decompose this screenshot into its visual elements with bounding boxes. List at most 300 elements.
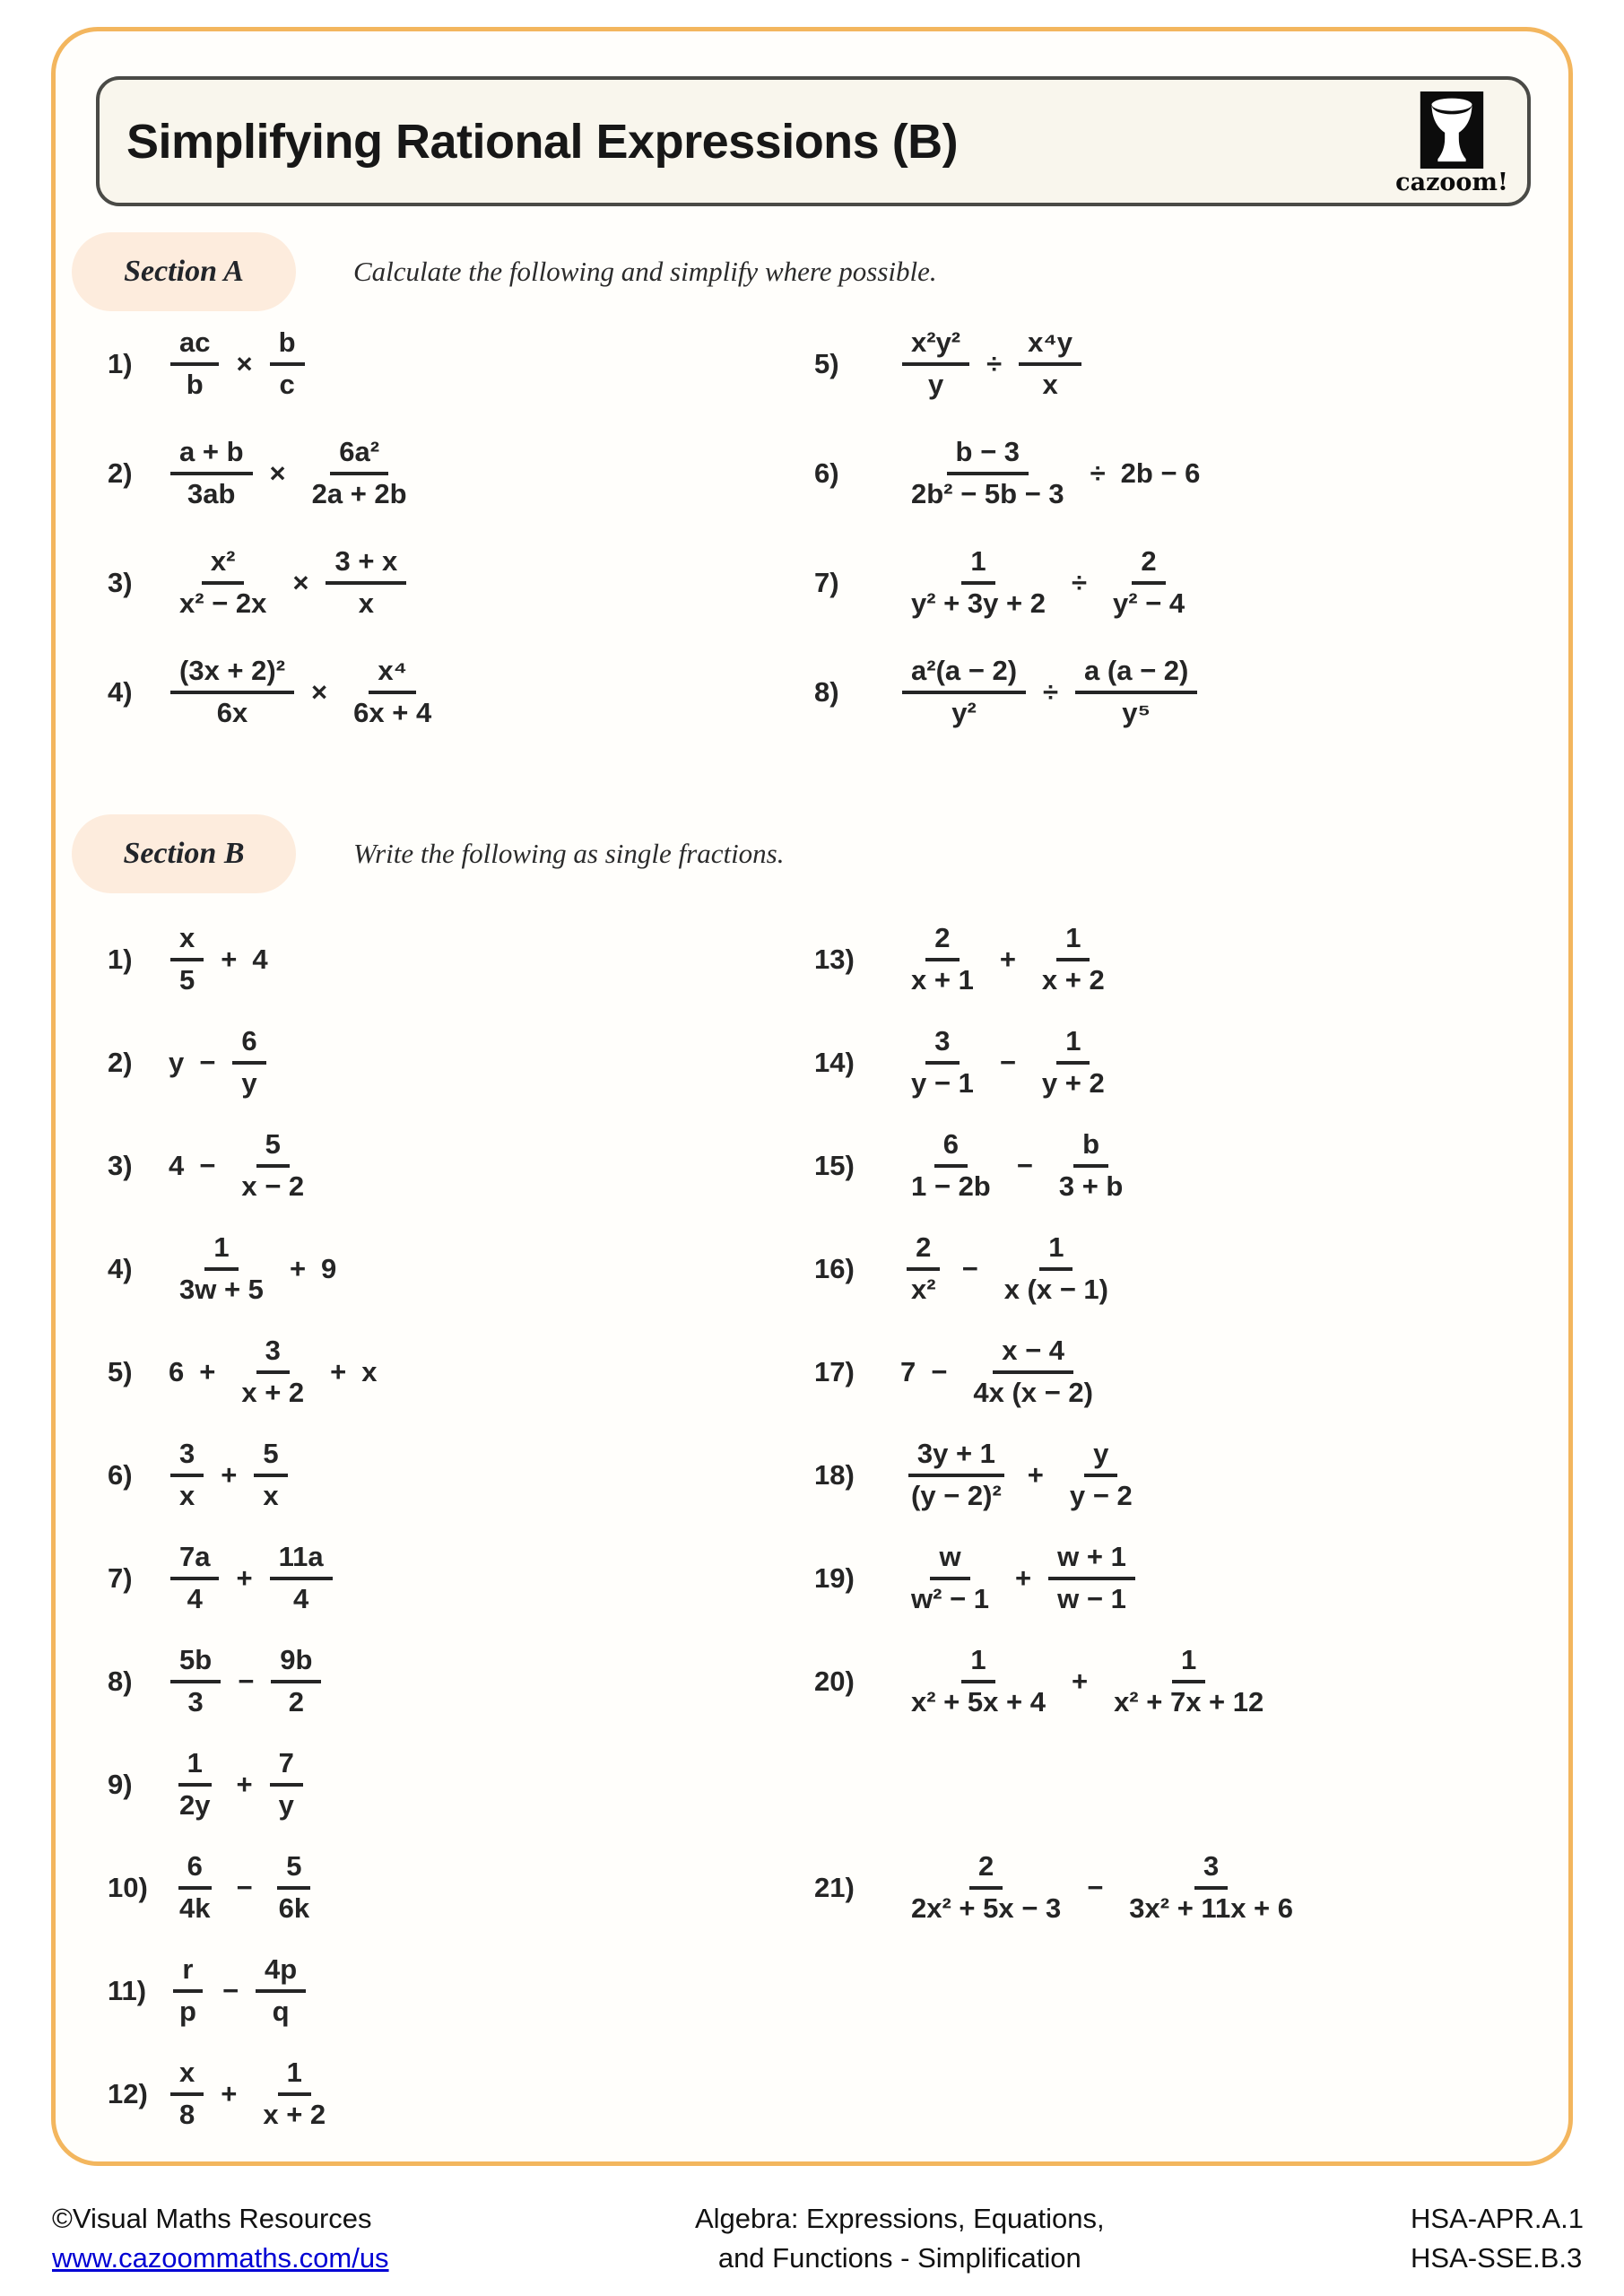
question <box>108 1526 807 1630</box>
question-expression <box>897 1024 1119 1099</box>
operator: × <box>236 348 253 379</box>
denominator: c <box>279 369 295 400</box>
fraction <box>902 1643 1055 1718</box>
denominator: 2 <box>288 1685 305 1718</box>
question <box>108 1939 807 2042</box>
question-expression <box>897 1336 1107 1407</box>
operator: + <box>1071 1665 1089 1697</box>
denominator: 3x² + 11x + 6 <box>1129 1892 1294 1924</box>
numerator: 2 <box>1132 547 1165 585</box>
question <box>108 2042 807 2145</box>
fraction <box>170 657 294 727</box>
question <box>108 1630 807 1733</box>
topic-line-1: Algebra: Expressions, Equations, <box>694 2203 1105 2234</box>
question <box>814 1836 1559 1939</box>
fraction <box>170 1540 219 1614</box>
cazoom-logo <box>1395 91 1508 196</box>
numerator: 1 <box>1172 1646 1205 1683</box>
denominator: q <box>272 1995 290 2027</box>
question-number: 16) <box>814 1252 855 1284</box>
numerator: 2 <box>969 1852 1003 1890</box>
denominator: y² + 3y + 2 <box>911 587 1046 619</box>
numerator: b <box>1073 1130 1108 1168</box>
fraction <box>1033 921 1114 996</box>
numerator: x⁴ <box>369 657 416 694</box>
numerator: 9b <box>271 1646 321 1683</box>
numerator: 6 <box>934 1130 968 1168</box>
operator: × <box>269 457 286 489</box>
fraction <box>170 1849 219 1924</box>
operator: + <box>221 2077 238 2109</box>
numerator: a²(a − 2) <box>902 657 1026 694</box>
fraction <box>270 1540 333 1614</box>
numerator: 1 <box>961 547 994 585</box>
denominator: y <box>241 1066 257 1099</box>
denominator: 6x + 4 <box>353 697 432 728</box>
fraction <box>170 921 204 996</box>
term: 7 <box>900 1355 916 1387</box>
question-number: 19) <box>814 1561 855 1594</box>
question-expression <box>165 1233 340 1304</box>
fraction <box>254 1439 287 1510</box>
numerator: 7 <box>270 1749 303 1787</box>
numerator: x − 4 <box>993 1336 1073 1374</box>
numerator: r <box>173 1955 202 1993</box>
operator: ÷ <box>1090 457 1106 489</box>
denominator: y² − 4 <box>1112 587 1185 619</box>
fraction <box>303 438 416 509</box>
question-expression <box>897 1849 1307 1924</box>
footer-topic-block <box>695 2199 1105 2278</box>
question-number: 1) <box>108 943 133 975</box>
fraction <box>1120 1849 1302 1924</box>
denominator: 2x² + 5x − 3 <box>911 1892 1062 1924</box>
operator: − <box>931 1355 948 1387</box>
denominator: (y − 2)² <box>911 1479 1002 1511</box>
fraction <box>232 1024 265 1099</box>
denominator: 5 <box>179 963 195 996</box>
operator: + <box>289 1252 307 1284</box>
operator: − <box>236 1871 253 1903</box>
question-expression <box>165 1952 311 2027</box>
numerator: 11a <box>270 1543 333 1580</box>
numerator: 1 <box>961 1646 994 1683</box>
denominator: y² <box>951 697 977 728</box>
denominator: y − 2 <box>1069 1479 1133 1511</box>
website-link[interactable]: www.cazoommaths.com/us <box>52 2242 389 2274</box>
question-expression <box>165 1336 381 1407</box>
question-expression <box>165 921 272 996</box>
title-bar <box>96 76 1531 206</box>
denominator: x <box>263 1479 279 1511</box>
fraction <box>170 1952 205 2027</box>
question-expression <box>165 657 446 727</box>
question-expression <box>897 328 1087 399</box>
fraction <box>270 1849 318 1924</box>
denominator: x² + 7x + 12 <box>1114 1685 1264 1718</box>
question <box>814 1011 1559 1114</box>
question-number: 12) <box>108 2077 148 2109</box>
question-expression <box>897 657 1203 727</box>
numerator: 5 <box>256 1130 290 1168</box>
denominator: 6k <box>278 1892 310 1924</box>
fraction <box>170 2058 204 2129</box>
fraction <box>170 328 219 399</box>
operator: × <box>311 676 328 708</box>
question-number: 20) <box>814 1665 855 1697</box>
question-expression <box>897 1233 1123 1304</box>
question-number: 6) <box>108 1458 133 1491</box>
numerator: b − 3 <box>947 438 1029 475</box>
question <box>108 1217 807 1320</box>
question-number: 11) <box>108 1974 147 2006</box>
question <box>108 419 807 528</box>
operator: ÷ <box>986 348 1003 379</box>
numerator: x²y² <box>902 328 969 366</box>
denominator: x (x − 1) <box>1003 1273 1108 1305</box>
question-number: 13) <box>814 943 855 975</box>
question <box>814 1526 1559 1630</box>
worksheet-frame <box>51 27 1573 2166</box>
operator: − <box>1087 1871 1104 1903</box>
operator: + <box>330 1355 347 1387</box>
question-number: 21) <box>814 1871 855 1903</box>
question <box>814 1630 1559 1733</box>
operator: + <box>236 1561 253 1594</box>
question-number: 18) <box>814 1458 855 1491</box>
numerator: 3y + 1 <box>908 1439 1004 1477</box>
numerator: 3 <box>170 1439 204 1477</box>
fraction <box>964 1336 1102 1407</box>
fraction <box>256 1952 306 2027</box>
denominator: 3 <box>187 1685 204 1718</box>
question-number: 8) <box>814 676 839 708</box>
denominator: 8 <box>179 2098 195 2130</box>
section-a-questions-left <box>108 309 807 747</box>
numerator: 6a² <box>330 438 388 475</box>
fraction <box>170 1746 219 1821</box>
question-expression <box>165 1540 338 1614</box>
question-expression <box>897 438 1203 509</box>
operator: − <box>199 1046 216 1078</box>
question-expression <box>165 328 310 399</box>
numerator: 5 <box>254 1439 287 1477</box>
fraction <box>1019 328 1081 399</box>
fraction <box>902 1849 1070 1924</box>
question <box>814 309 1550 419</box>
question-number: 6) <box>814 457 839 489</box>
denominator: 6x <box>216 697 248 728</box>
fraction <box>170 1233 273 1304</box>
numerator: 1 <box>178 1749 212 1787</box>
question <box>814 1114 1559 1217</box>
numerator: 2 <box>925 924 959 961</box>
fraction <box>995 1233 1117 1304</box>
fraction <box>254 2058 334 2129</box>
question <box>814 908 1559 1011</box>
numerator: w + 1 <box>1048 1543 1135 1580</box>
fraction <box>902 547 1055 618</box>
numerator: 3 <box>256 1336 290 1374</box>
operator: + <box>221 1458 238 1491</box>
fraction <box>1048 1540 1135 1614</box>
question-number: 4) <box>108 1252 133 1284</box>
denominator: 4k <box>179 1892 211 1924</box>
section-b-label: Section B <box>72 814 296 893</box>
denominator: 2b² − 5b − 3 <box>911 478 1064 509</box>
section-a-instruction: Calculate the following and simplify where possible. <box>353 256 937 287</box>
numerator: (3x + 2)² <box>170 657 294 694</box>
question-expression <box>165 1849 324 1924</box>
numerator: 1 <box>204 1233 238 1271</box>
fraction <box>902 1439 1011 1510</box>
denominator: w² − 1 <box>911 1582 990 1614</box>
denominator: x + 2 <box>1041 963 1105 996</box>
term: 2b − 6 <box>1120 457 1201 489</box>
term: 4 <box>169 1149 185 1181</box>
question-number: 15) <box>814 1149 855 1181</box>
fraction <box>270 1746 303 1821</box>
fraction <box>902 1233 945 1304</box>
fraction <box>170 1439 204 1510</box>
fraction <box>902 657 1026 727</box>
fraction <box>902 438 1073 509</box>
question-expression <box>165 2058 340 2129</box>
numerator: x⁴y <box>1019 328 1081 366</box>
denominator: 4 <box>292 1582 309 1614</box>
numerator: 5b <box>170 1646 221 1683</box>
fraction <box>232 1336 313 1407</box>
question-number: 3) <box>108 1149 133 1181</box>
question-number: 17) <box>814 1355 855 1387</box>
question <box>814 1320 1559 1423</box>
denominator: y + 2 <box>1041 1066 1105 1099</box>
question-number: 7) <box>108 1561 133 1594</box>
fraction <box>1075 657 1197 727</box>
question-expression <box>165 1439 293 1510</box>
question <box>108 1733 807 1836</box>
numerator: 5 <box>277 1852 310 1890</box>
fraction <box>902 328 969 399</box>
question-number: 9) <box>108 1768 133 1800</box>
fraction <box>902 1024 983 1099</box>
fraction <box>170 438 253 509</box>
term: 6 <box>169 1355 185 1387</box>
operator: − <box>221 1974 239 2006</box>
question-number: 2) <box>108 1046 133 1078</box>
footer <box>0 2199 1624 2278</box>
section-b-instruction: Write the following as single fractions. <box>353 838 785 869</box>
denominator: y⁵ <box>1122 697 1151 728</box>
question-number: 1) <box>108 348 133 379</box>
logo-wordmark: cazoom! <box>1395 169 1508 196</box>
question-number: 5) <box>108 1355 133 1387</box>
question <box>108 1423 807 1526</box>
denominator: 1 − 2b <box>911 1170 991 1202</box>
denominator: y <box>278 1788 294 1821</box>
question-number: 2) <box>108 457 133 489</box>
operator: − <box>199 1149 216 1181</box>
djembe-drum-icon <box>1420 91 1484 169</box>
standard-code-1: HSA-APR.A.1 <box>1411 2203 1584 2234</box>
operator: ÷ <box>1043 676 1059 708</box>
numerator: x² <box>202 547 245 585</box>
operator: − <box>238 1665 255 1697</box>
denominator: 3 + b <box>1058 1170 1124 1202</box>
fraction <box>170 1643 221 1718</box>
denominator: x + 1 <box>911 963 974 996</box>
operator: − <box>999 1046 1016 1078</box>
fraction <box>1061 1439 1142 1510</box>
standard-code-2: HSA-SSE.B.3 <box>1411 2242 1583 2274</box>
question-expression <box>165 1024 272 1099</box>
question <box>108 528 807 638</box>
fraction <box>902 1540 998 1614</box>
term: x <box>361 1355 378 1387</box>
term: 9 <box>321 1252 337 1284</box>
numerator: a + b <box>170 438 253 475</box>
operator: − <box>961 1252 978 1284</box>
footer-standards-block <box>1411 2199 1584 2278</box>
numerator: x <box>170 2058 204 2096</box>
question-expression <box>165 1643 326 1718</box>
numerator: 6 <box>178 1852 212 1890</box>
numerator: 3 + x <box>326 547 406 585</box>
denominator: x² − 2x <box>179 587 267 619</box>
denominator: x² + 5x + 4 <box>911 1685 1046 1718</box>
denominator: x² <box>911 1273 936 1305</box>
page-title: Simplifying Rational Expressions (B) <box>126 114 959 169</box>
section-b-questions-left <box>108 908 807 2145</box>
copyright-text: ©Visual Maths Resources <box>52 2203 372 2234</box>
section-a-label: Section A <box>72 232 296 311</box>
footer-copyright-block <box>52 2199 389 2278</box>
denominator: x <box>1042 369 1058 400</box>
section-a-questions-right <box>814 309 1550 747</box>
question-expression <box>897 921 1119 996</box>
numerator: y <box>1084 1439 1117 1477</box>
denominator: 2a + 2b <box>311 478 407 509</box>
numerator: ac <box>170 328 219 366</box>
fraction <box>902 1127 1000 1202</box>
operator: + <box>199 1355 216 1387</box>
question <box>108 638 807 747</box>
fraction <box>170 547 275 618</box>
denominator: x <box>179 1479 195 1511</box>
numerator: 1 <box>1056 924 1090 961</box>
operator: + <box>236 1768 253 1800</box>
numerator: 2 <box>907 1233 940 1271</box>
question-expression <box>897 1127 1137 1202</box>
denominator: 4x (x − 2) <box>973 1376 1093 1408</box>
numerator: x <box>170 924 204 961</box>
fraction <box>1105 1643 1272 1718</box>
denominator: x + 2 <box>263 2098 326 2130</box>
numerator: 3 <box>925 1027 959 1065</box>
topic-line-2: and Functions - Simplification <box>717 2242 1081 2274</box>
denominator: 2y <box>179 1788 211 1821</box>
question-expression <box>897 547 1199 618</box>
fraction <box>1033 1024 1114 1099</box>
question-expression <box>897 1540 1141 1614</box>
denominator: 3ab <box>187 478 236 509</box>
operator: − <box>1016 1149 1033 1181</box>
question-expression <box>897 1439 1147 1510</box>
fraction <box>344 657 440 727</box>
question <box>108 908 807 1011</box>
term: 4 <box>252 943 268 975</box>
numerator: 7a <box>170 1543 219 1580</box>
operator: × <box>292 567 309 598</box>
fraction <box>326 547 406 618</box>
term: y <box>169 1046 185 1078</box>
question-number: 10) <box>108 1871 148 1903</box>
question <box>814 528 1550 638</box>
denominator: y − 1 <box>911 1066 974 1099</box>
section-b-questions-right <box>814 908 1559 1939</box>
denominator: y <box>927 369 944 400</box>
fraction <box>270 328 305 399</box>
numerator: 3 <box>1194 1852 1228 1890</box>
numerator: 4p <box>256 1955 306 1993</box>
question-number: 5) <box>814 348 839 379</box>
question <box>108 1114 807 1217</box>
denominator: 4 <box>187 1582 203 1614</box>
fraction <box>1050 1127 1133 1202</box>
operator: + <box>999 943 1016 975</box>
numerator: b <box>270 328 305 366</box>
question <box>108 1320 807 1423</box>
numerator: 6 <box>232 1027 265 1065</box>
numerator: w <box>930 1543 969 1580</box>
denominator: x + 2 <box>241 1376 305 1408</box>
fraction <box>271 1643 321 1718</box>
operator: ÷ <box>1071 567 1087 598</box>
question <box>814 638 1550 747</box>
operator: + <box>221 943 238 975</box>
question-expression <box>165 1127 318 1202</box>
question <box>814 1217 1559 1320</box>
denominator: p <box>179 1995 196 2027</box>
question-number: 8) <box>108 1665 133 1697</box>
question <box>814 419 1550 528</box>
question-number: 3) <box>108 567 133 598</box>
question <box>108 309 807 419</box>
numerator: a (a − 2) <box>1075 657 1197 694</box>
numerator: 1 <box>1039 1233 1073 1271</box>
operator: + <box>1015 1561 1032 1594</box>
question-expression <box>165 438 421 509</box>
denominator: x <box>358 587 375 619</box>
fraction <box>902 921 983 996</box>
question-expression <box>165 1746 308 1821</box>
denominator: 3w + 5 <box>179 1273 264 1305</box>
question <box>108 1011 807 1114</box>
numerator: 1 <box>278 2058 311 2096</box>
denominator: x − 2 <box>241 1170 305 1202</box>
question <box>108 1836 807 1939</box>
numerator: 1 <box>1056 1027 1090 1065</box>
denominator: w − 1 <box>1057 1582 1126 1614</box>
denominator: b <box>186 369 204 400</box>
fraction <box>232 1127 313 1202</box>
question-expression <box>897 1643 1278 1718</box>
operator: + <box>1027 1458 1044 1491</box>
fraction <box>1104 547 1194 618</box>
question-number: 4) <box>108 676 133 708</box>
question-expression <box>165 547 412 618</box>
question-number: 14) <box>814 1046 855 1078</box>
